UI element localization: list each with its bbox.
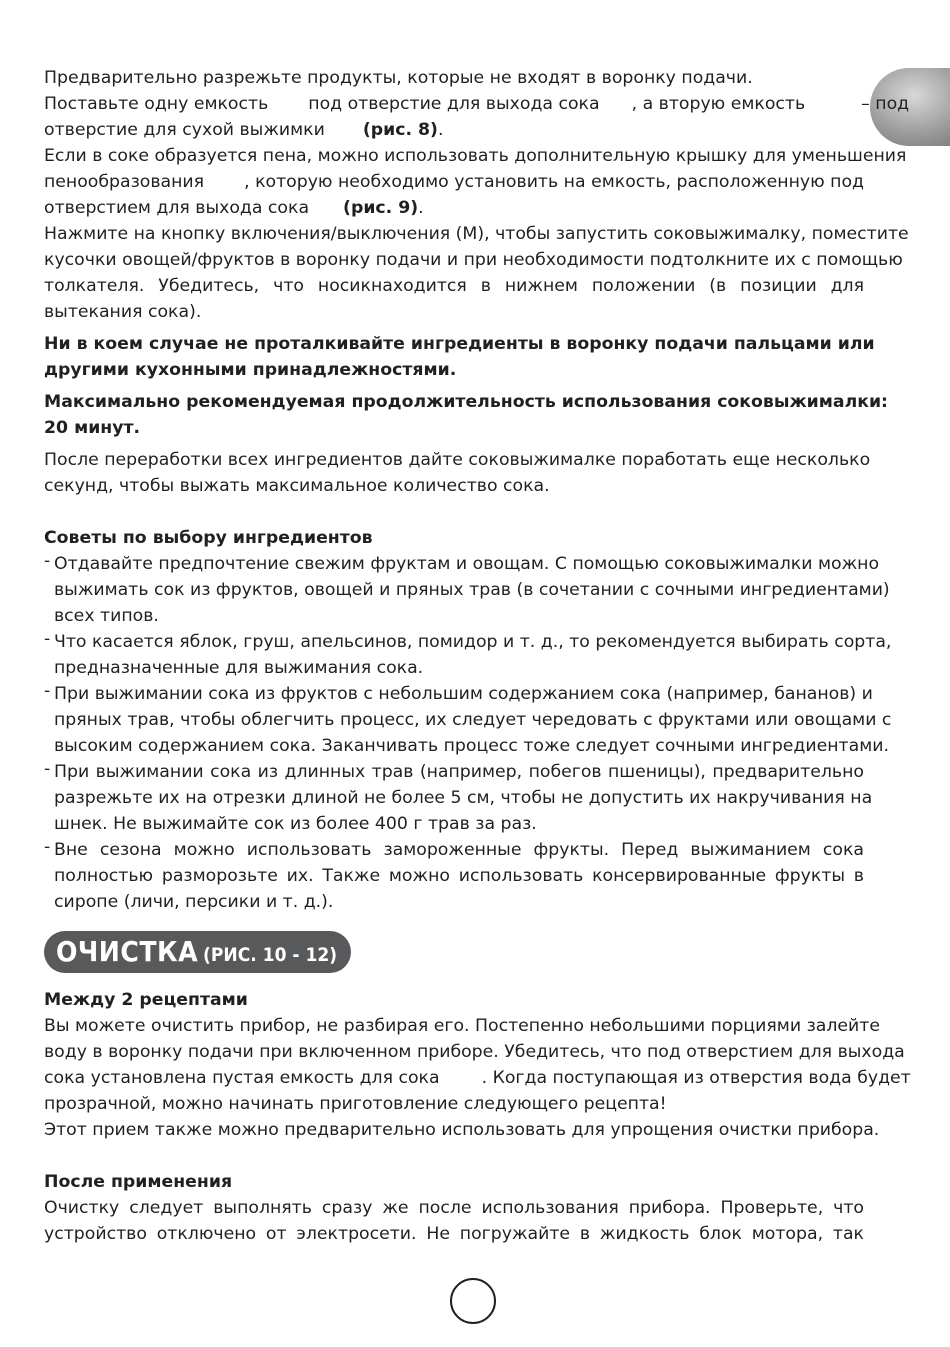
subsection-title: После применения — [44, 1172, 233, 1192]
text-line: сока установлена пустая емкость для сока . Когда поступающая из отверстия вода будет — [44, 1068, 911, 1088]
text-line: После переработки всех ингредиентов дайте соковыжималке поработать еще несколько — [44, 450, 871, 470]
text-line: Если в соке образуется пена, можно использовать дополнительную крышку для уменьшения — [44, 146, 907, 166]
text-line: Нажмите на кнопку включения/выключения (M), чтобы запустить соковыжималку, поместите — [44, 224, 909, 244]
text-line: кусочки овощей/фруктов в воронку подачи и при необходимости подтолкните их с помощью — [44, 250, 903, 270]
text-line: Вы можете очистить прибор, не разбирая его. Постепенно небольшими порциями залейте — [44, 1016, 880, 1036]
figure-ref: (рис. 9) — [343, 198, 419, 218]
text-line: секунд, чтобы выжать максимальное количество сока. — [44, 476, 550, 496]
list-item: - Вне сезона можно использовать замороженные фрукты. Перед выжиманием сока полностью разморозьте их. Также можно использовать консервированные фрукты в сиропе (личи, персики и т. д.). — [44, 837, 864, 912]
list-item: - Что касается яблок, груш, апельсинов, помидор и т. д., то рекомендуется выбирать сорта, предназначенные для выжимания сока. — [44, 629, 892, 678]
text-line: Очистку следует выполнять сразу же после использования прибора. Проверьте, что — [44, 1198, 864, 1218]
list-item: - При выжимании сока из фруктов с небольшим содержанием сока (например, бананов) и пряных трав, чтобы облегчить процесс, их следует чередовать с фруктами или овощами с высоким содержанием сока. Заканчивать процесс тоже следует сочными ингредиентами. — [44, 681, 892, 756]
text-line: отверстие для сухой выжимки (рис. 8). — [44, 120, 444, 140]
figure-ref: (рис. 8) — [362, 120, 438, 140]
list-item: - Отдавайте предпочтение свежим фруктам и овощам. С помощью соковыжималки можно выжимать сок из фруктов, овощей и пряных трав (в сочетании с сочными ингредиентами) всех типов. — [44, 551, 890, 626]
text-line: отверстием для выхода сока (рис. 9). — [44, 198, 424, 218]
warning-line: Максимально рекомендуемая продолжительность использования соковыжималки: — [44, 392, 888, 412]
list-item: - При выжимании сока из длинных трав (например, побегов пшеницы), предварительно разрежьте их на отрезки длиной не более 5 см, чтобы не допустить их накручивания на шнек. Не выжимайте сок из более 400 г трав за раз. — [44, 759, 873, 834]
text-line: толкателя. Убедитесь, что носикнаходится в нижнем положении (в позиции для — [44, 276, 865, 296]
text-line: Этот прием также можно предварительно использовать для упрощения очистки прибора. — [44, 1120, 880, 1140]
warning-line: 20 минут. — [44, 418, 141, 438]
text-line: прозрачной, можно начинать приготовление следующего рецепта! — [44, 1094, 667, 1114]
page-number-circle — [450, 1278, 496, 1324]
text-line: вытекания сока). — [44, 302, 202, 322]
subsection-title: Между 2 рецептами — [44, 990, 248, 1010]
text-line: Поставьте одну емкость под отверстие для выхода сока , а вторую емкость – под — [44, 94, 910, 114]
text-line: Предварительно разрежьте продукты, которые не входят в воронку подачи. — [44, 68, 753, 88]
page-content — [44, 65, 911, 1247]
warning-line: другими кухонными принадлежностями. — [44, 360, 457, 380]
warning-line: Ни в коем случае не проталкивайте ингредиенты в воронку подачи пальцами или — [44, 334, 875, 354]
text-line: пенообразования , которую необходимо установить на емкость, расположенную под — [44, 172, 864, 192]
text-line: устройство отключено от электросети. Не погружайте в жидкость блок мотора, так — [44, 1224, 864, 1244]
section-heading: ОЧИСТКА (РИС. 10 - 12) — [44, 931, 351, 973]
subsection-title: Советы по выбору ингредиентов — [44, 528, 373, 548]
text-line: воду в воронку подачи при включенном приборе. Убедитесь, что под отверстием для выхода — [44, 1042, 905, 1062]
